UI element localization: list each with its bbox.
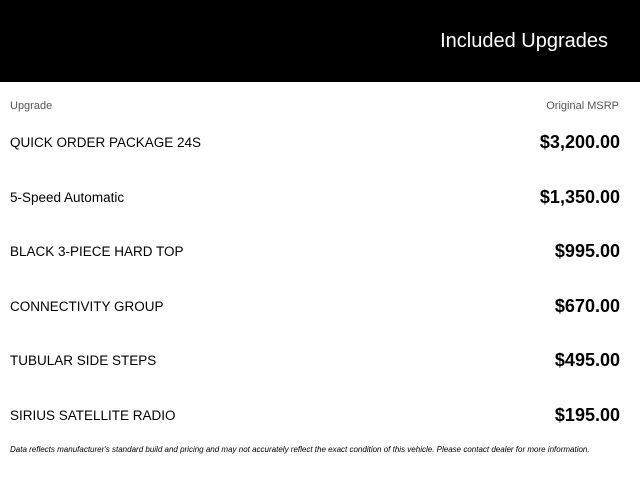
upgrade-price: $670.00 — [554, 295, 620, 316]
page-title: Included Upgrades — [440, 30, 608, 52]
list-item — [10, 170, 620, 225]
upgrade-name: 5-Speed Automatic — [10, 189, 125, 205]
list-item — [10, 115, 620, 170]
upgrade-name: CONNECTIVITY GROUP — [10, 298, 164, 314]
upgrade-price: $3,200.00 — [539, 132, 620, 152]
column-header-upgrade: Upgrade — [10, 100, 53, 112]
upgrade-name: SIRIUS SATELLITE RADIO — [10, 407, 176, 423]
upgrade-price: $1,350.00 — [539, 186, 620, 207]
list-item — [10, 388, 620, 443]
list-item — [10, 333, 620, 388]
upgrade-name: BLACK 3-PIECE HARD TOP — [10, 244, 184, 259]
upgrade-price: $195.00 — [554, 404, 620, 425]
upgrade-price: $495.00 — [554, 350, 620, 370]
upgrade-price: $995.00 — [554, 241, 620, 261]
upgrade-name: TUBULAR SIDE STEPS — [10, 353, 157, 368]
column-header-msrp: Original MSRP — [546, 100, 619, 112]
upgrades-list — [10, 115, 620, 442]
header-bar — [0, 0, 640, 82]
upgrade-name: QUICK ORDER PACKAGE 24S — [10, 135, 202, 150]
disclaimer-text: Data reflects manufacturer's standard build and pricing and may not accurately reflect the exact condition of this vehicle. Please contact dealer for more information. — [10, 445, 590, 454]
list-item — [10, 279, 620, 334]
list-item — [10, 224, 620, 279]
